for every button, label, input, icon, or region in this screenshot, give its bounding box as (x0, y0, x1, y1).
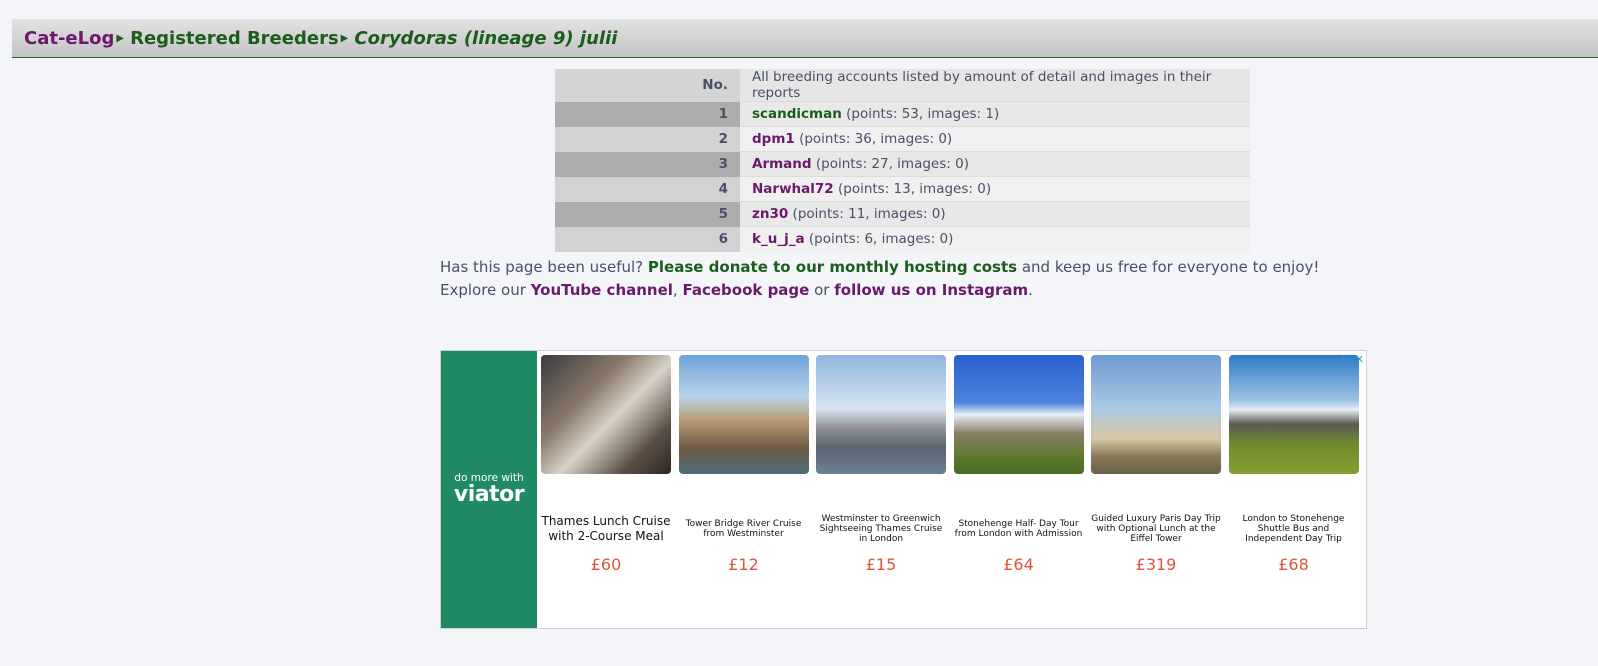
adchoices-icon[interactable]: ▷ (1343, 353, 1352, 366)
breeder-stats: (points: 11, images: 0) (788, 206, 946, 222)
note-text: , (672, 281, 683, 299)
breadcrumb-home-link[interactable]: Cat-eLog (24, 27, 115, 49)
header-description: All breeding accounts listed by amount of detail and images in their reports (740, 69, 1250, 102)
ad-card-image (954, 355, 1084, 474)
ad-cards (537, 351, 1366, 628)
viator-logo: viator (453, 482, 525, 507)
ad-card-image (816, 355, 946, 474)
row-number: 4 (555, 177, 740, 202)
chevron-right-icon: ▶ (116, 32, 125, 44)
chevron-right-icon: ▶ (340, 32, 349, 44)
breeder-stats: (points: 27, images: 0) (811, 156, 969, 172)
ad-card-title: Thames Lunch Cruise with 2-Course Meal (541, 514, 671, 543)
ad-card-title: Westminster to Greenwich Sightseeing Thames Cruise in London (819, 514, 943, 544)
breadcrumb-current: Corydoras (lineage 9) julii (354, 27, 618, 49)
breadcrumb (12, 19, 1598, 58)
ad-card[interactable] (816, 351, 946, 628)
table-row (555, 102, 1250, 127)
ad-card-image (679, 355, 809, 474)
breeder-stats: (points: 13, images: 0) (833, 181, 992, 197)
row-number: 5 (555, 202, 740, 227)
row-detail (740, 102, 1250, 127)
table-row (555, 177, 1250, 202)
brand-tagline: do more with (454, 472, 524, 484)
row-detail (740, 177, 1250, 202)
close-icon[interactable]: ✕ (1354, 353, 1364, 366)
breeder-link[interactable]: zn30 (752, 206, 789, 222)
ad-card[interactable] (954, 351, 1084, 628)
ad-card-price: £15 (865, 555, 897, 574)
advertisement[interactable] (440, 350, 1367, 629)
ad-card-price: £319 (1135, 555, 1177, 574)
donate-link[interactable]: Please donate to our monthly hosting costs (647, 258, 1018, 276)
table-row (555, 202, 1250, 227)
breeders-table (555, 69, 1250, 252)
ad-card[interactable] (541, 351, 671, 628)
donate-line (440, 256, 1319, 279)
ad-card-price: £64 (1003, 555, 1034, 574)
row-detail (740, 152, 1250, 177)
ad-card[interactable] (1091, 351, 1221, 628)
note-text: Explore our (440, 281, 531, 299)
row-number: 1 (555, 102, 740, 127)
facebook-link[interactable]: Facebook page (682, 281, 810, 299)
table-header-row (555, 69, 1250, 102)
social-line (440, 279, 1319, 302)
ad-card-price: £60 (590, 555, 622, 574)
ad-card-image (541, 355, 671, 474)
ad-card-image (1229, 355, 1359, 474)
note-text: . (1028, 281, 1033, 299)
ad-card-title: Stonehenge Half- Day Tour from London with Admission (954, 519, 1083, 539)
ad-card-price: £68 (1278, 555, 1309, 574)
breeder-link[interactable]: k_u_j_a (752, 231, 805, 248)
adchoices-controls (1343, 353, 1364, 366)
breadcrumb-section-link[interactable]: Registered Breeders (130, 27, 339, 49)
ad-card[interactable] (679, 351, 809, 628)
table-row (555, 152, 1250, 177)
row-detail (740, 127, 1250, 152)
breeder-stats: (points: 6, images: 0) (804, 231, 954, 248)
breeder-link[interactable]: scandicman (752, 106, 842, 122)
row-number: 2 (555, 127, 740, 152)
table-row (555, 127, 1250, 152)
row-detail (740, 202, 1250, 227)
ad-card-image (1091, 355, 1221, 474)
breeder-link[interactable]: dpm1 (752, 131, 795, 147)
ad-card-title: Guided Luxury Paris Day Trip with Optional Lunch at the Eiffel Tower (1091, 514, 1221, 544)
ad-card-title: London to Stonehenge Shuttle Bus and Independent Day Trip (1242, 514, 1345, 544)
ad-card-price: £12 (728, 555, 759, 574)
ad-card[interactable] (1229, 351, 1359, 628)
youtube-link[interactable]: YouTube channel (530, 281, 673, 299)
header-no: No. (555, 69, 740, 102)
row-number: 3 (555, 152, 740, 177)
table-row (555, 227, 1250, 252)
note-text: or (809, 281, 835, 299)
viator-brand-panel[interactable] (441, 351, 537, 628)
note-text: and keep us free for everyone to enjoy! (1017, 258, 1320, 276)
breeder-link[interactable]: Armand (752, 156, 812, 172)
instagram-link[interactable]: follow us on Instagram (834, 281, 1029, 299)
row-detail (740, 227, 1250, 252)
breeder-stats: (points: 53, images: 1) (841, 106, 1000, 122)
breeder-stats: (points: 36, images: 0) (794, 131, 953, 147)
support-notes (440, 256, 1319, 302)
note-text: Has this page been useful? (440, 258, 648, 276)
breeder-link[interactable]: Narwhal72 (752, 181, 834, 197)
ad-card-title: Tower Bridge River Cruise from Westminster (685, 519, 802, 539)
row-number: 6 (555, 227, 740, 252)
